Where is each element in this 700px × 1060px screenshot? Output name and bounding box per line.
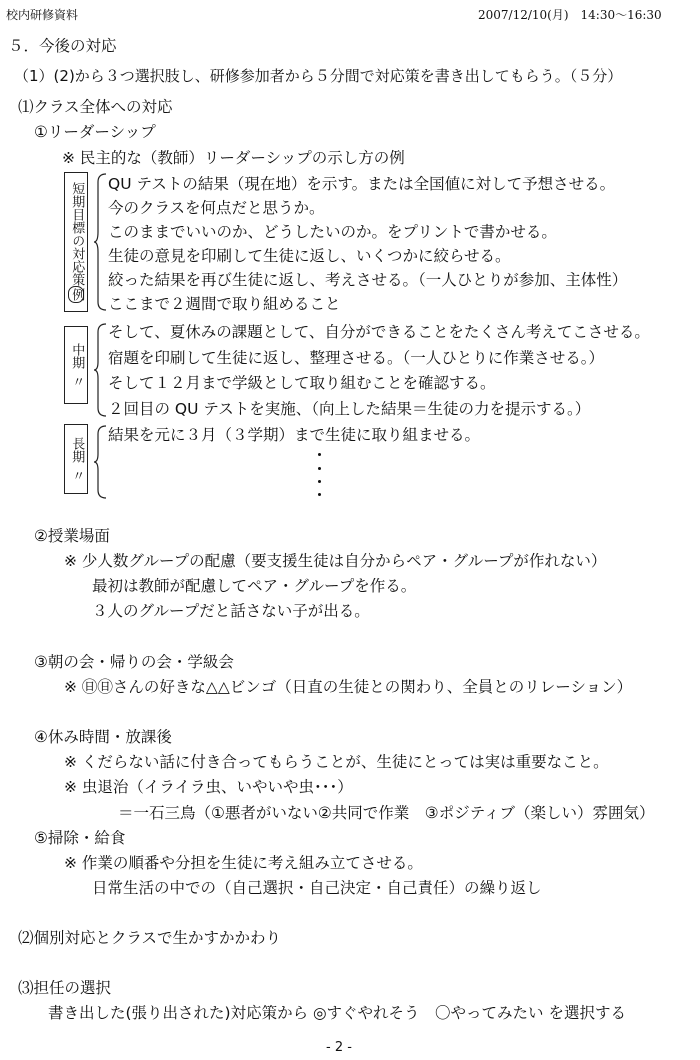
mid-term-line: 宿題を印刷して生徒に返し、整理させる。（一人ひとりに作業させる。）	[108, 349, 605, 367]
continuation-dot	[318, 453, 321, 456]
header-datetime: 2007/12/10(月) 14:30〜16:30	[478, 8, 662, 22]
long-term-label-box	[64, 424, 88, 494]
short-term-label-box	[64, 172, 88, 312]
mid-term-line: そして１２月まで学級として取り組むことを確認する。	[108, 374, 496, 392]
short-term-line: 絞った結果を再び生徒に返し、考えさせる。（一人ひとりが参加、主体性）	[108, 271, 628, 289]
short-term-label: 短期目標の対応策	[69, 181, 85, 286]
short-term-line: QU テストの結果（現在地）を示す。または全国値に対して予想させる。	[108, 175, 616, 193]
part1-heading: ⑴クラス全体への対応	[18, 98, 173, 116]
mid-term-label: 中期	[69, 342, 85, 369]
break-line: ※ 虫退治（イライラ虫、いやいや虫･･･）	[64, 778, 353, 796]
break-line: ＝一石三鳥（①悪者がいない②共同で作業 ③ポジティブ（楽しい）雰囲気）	[118, 804, 655, 822]
continuation-dot	[318, 480, 321, 483]
cleaning-line: ※ 作業の順番や分担を生徒に考え組み立てさせる。	[64, 854, 423, 872]
short-term-line: 今のクラスを何点だと思うか。	[108, 199, 325, 217]
lesson-heading: ②授業場面	[34, 527, 110, 545]
mid-term-label-box	[64, 326, 88, 404]
mid-term-line: そして、夏休みの課題として、自分ができることをたくさん考えてこさせる。	[108, 323, 650, 341]
break-heading: ④休み時間・放課後	[34, 728, 172, 746]
lesson-line: ３人のグループだと話さない子が出る。	[92, 602, 370, 620]
long-term-ditto: 〃	[69, 468, 85, 482]
leadership-note: ※ 民主的な（教師）リーダーシップの示し方の例	[62, 149, 405, 167]
cleaning-heading: ⑤掃除・給食	[34, 829, 126, 847]
part3-line: 書き出した(張り出された)対応策から ◎すぐやれそう 〇やってみたい を選択する	[48, 1004, 626, 1022]
leadership-heading: ①リーダーシップ	[34, 123, 156, 141]
mid-term-brace	[94, 322, 108, 418]
lesson-line: 最初は教師が配慮してペア・グループを作る。	[92, 577, 417, 595]
long-term-brace	[94, 424, 108, 500]
continuation-dot	[318, 493, 321, 496]
document-label: 校内研修資料	[6, 8, 79, 22]
long-term-label: 長期	[69, 436, 85, 463]
short-term-brace	[94, 172, 108, 312]
meetings-heading: ③朝の会・帰りの会・学級会	[34, 653, 234, 671]
mid-term-line: ２回目の QU テストを実施、（向上した結果＝生徒の力を提示する。）	[108, 400, 591, 418]
mid-term-ditto: 〃	[69, 374, 85, 388]
meetings-line: ※ ㊐㊐さんの好きな△△ビンゴ（日直の生徒との関わり、全員とのリレーション）	[64, 678, 633, 696]
instruction-line: （1）(2)から３つ選択肢し、研修参加者から５分間で対応策を書き出してもらう。（５分）	[14, 67, 623, 85]
section-title: ５．今後の対応	[8, 37, 117, 55]
short-term-line: ここまで２週間で取り組めること	[108, 295, 341, 313]
short-term-line: このままでいいのか、どうしたいのか。をプリントで書かせる。	[108, 223, 557, 241]
part2-heading: ⑵個別対応とクラスで生かすかかわり	[18, 929, 282, 947]
page-number: - 2 -	[326, 1040, 352, 1055]
long-term-line: 結果を元に３月（３学期）まで生徒に取り組ませる。	[108, 426, 481, 444]
lesson-line: ※ 少人数グループの配慮（要支援生徒は自分からペア・グループが作れない）	[64, 552, 607, 570]
short-term-example-label: 例	[69, 287, 85, 301]
part3-heading: ⑶担任の選択	[18, 979, 112, 997]
continuation-dot	[318, 467, 321, 470]
short-term-line: 生徒の意見を印刷して生徒に返し、いくつかに絞らせる。	[108, 247, 511, 265]
break-line: ※ くだらない話に付き合ってもらうことが、生徒にとっては実は重要なこと。	[64, 753, 609, 771]
cleaning-line: 日常生活の中での（自己選択・自己決定・自己責任）の繰り返し	[92, 879, 542, 897]
